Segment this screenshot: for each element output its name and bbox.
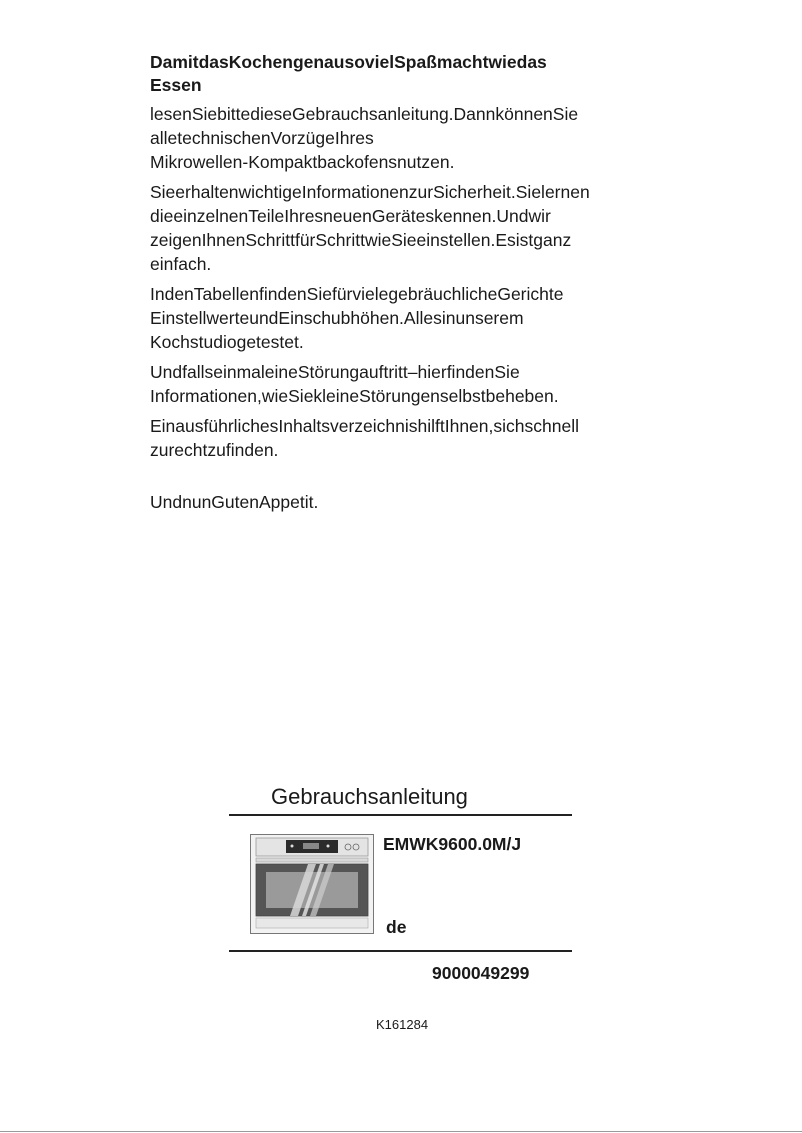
part-number: 9000049299: [432, 963, 530, 983]
page-edge-line: [0, 1131, 802, 1132]
intro-paragraph-5: EinausführlichesInhaltsverzeichnishilftIhnen,sichschnell zurechtzufinden.: [150, 416, 579, 460]
intro-section: [150, 51, 620, 514]
intro-paragraph-2: SieerhaltenwichtigeInformationenzurSicherheit.Sielernen dieeinzelnenTeileIhresneuenGeräteskennen.Undwir zeigenIhnenSchrittfürSchrittwieSieeinstellen.Esistganz einfach.: [150, 182, 590, 274]
intro-paragraph-1: lesenSiebittedieseGebrauchsanleitung.DannkönnenSie alletechnischenVorzügeIhres Mikrowellen-Kompaktbackofensnutzen.: [150, 104, 579, 172]
model-number: EMWK9600.0M/J: [383, 834, 522, 854]
intro-closing: UndnunGutenAppetit.: [150, 492, 319, 512]
language-code: de: [386, 917, 407, 937]
manual-title: Gebrauchsanleitung: [271, 784, 468, 809]
intro-paragraph-3: IndenTabellenfindenSiefürvielegebräuchlicheGerichte EinstellwerteundEinschubhöhen.Allesinunserem Kochstudiogetestet.: [150, 284, 564, 352]
oven-illustration-icon: [250, 834, 374, 934]
intro-paragraph-4: UndfallseinmaleineStörungauftritt–hierfindenSie Informationen,wieSiekleineStörungenselbstbeheben.: [150, 362, 559, 406]
intro-heading: DamitdasKochengenausovielSpaßmachtwiedas Essen: [150, 52, 547, 95]
document-code: K161284: [376, 1017, 429, 1032]
bottom-rule: [229, 950, 572, 952]
top-rule: [229, 814, 572, 816]
